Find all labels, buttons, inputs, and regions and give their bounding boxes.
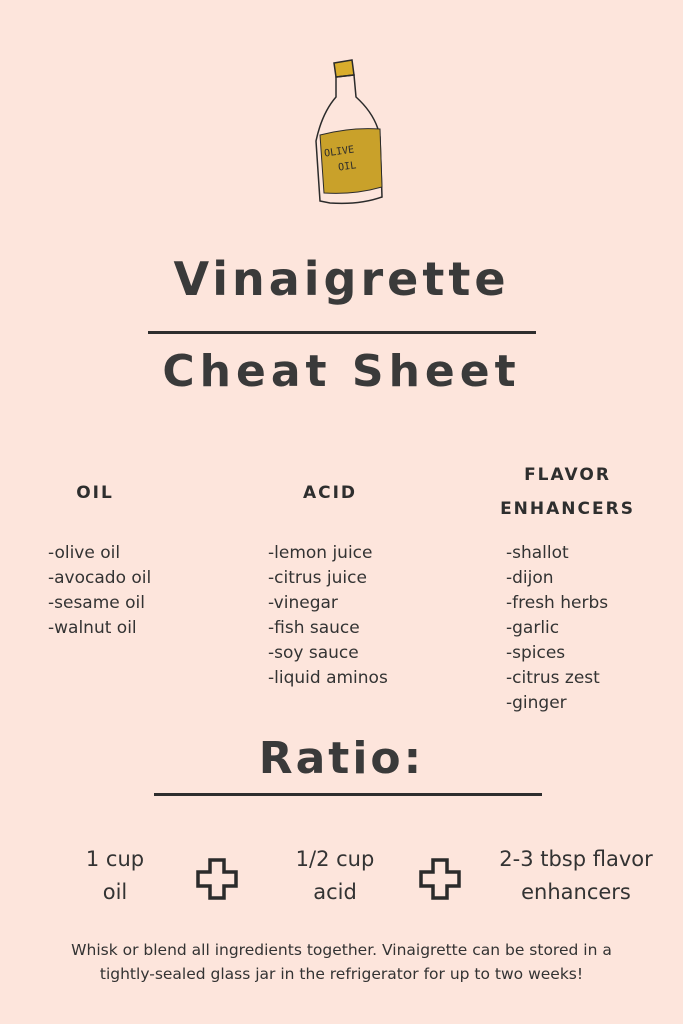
- ratio-part-flavor: [478, 843, 674, 909]
- list-item: -ginger: [506, 693, 567, 713]
- flavor-enhancers-list: [506, 541, 608, 716]
- list-item: -fresh herbs: [506, 593, 609, 613]
- ratio-part-acid: [270, 843, 400, 909]
- list-item: -soy sauce: [268, 643, 359, 663]
- column-heading-oil: OIL: [76, 483, 114, 503]
- ratio-title: Ratio:: [258, 733, 425, 784]
- list-item: -liquid aminos: [268, 668, 388, 688]
- column-heading-flavor-line2: ENHANCERS: [500, 499, 635, 519]
- instructions-note: Whisk or blend all ingredients together. Vinaigrette can be stored in a tightly-sealed glass jar in the refrigerator for up to two weeks!: [71, 941, 612, 983]
- list-item: -spices: [506, 643, 566, 663]
- list-item: -sesame oil: [48, 593, 145, 613]
- ratio-divider: [154, 793, 542, 796]
- list-item: -citrus zest: [506, 668, 600, 688]
- list-item: -shallot: [506, 543, 569, 563]
- page-subtitle: Cheat Sheet: [162, 346, 521, 397]
- ratio-part-oil: [60, 843, 170, 909]
- bottle-label-line1: OLIVE: [323, 144, 355, 160]
- list-item: -walnut oil: [48, 618, 137, 638]
- column-heading-flavor-line1: FLAVOR: [524, 465, 611, 485]
- list-item: -citrus juice: [268, 568, 367, 588]
- page-title: Vinaigrette: [173, 252, 510, 306]
- title-divider: [148, 331, 536, 334]
- ratio-part-label: enhancers: [521, 880, 631, 904]
- ratio-part-amount: 1 cup: [85, 847, 145, 871]
- plus-icon: [418, 857, 462, 901]
- ratio-part-label: oil: [102, 880, 128, 904]
- column-heading-acid: ACID: [302, 483, 358, 503]
- ratio-part-amount: 1/2 cup: [295, 847, 375, 871]
- list-item: -vinegar: [268, 593, 338, 613]
- column-heading-flavor-enhancers: [480, 458, 655, 526]
- list-item: -avocado oil: [48, 568, 152, 588]
- oil-list: [48, 541, 151, 641]
- ratio-part-amount: 2-3 tbsp flavor: [499, 847, 653, 871]
- list-item: -fish sauce: [268, 618, 360, 638]
- plus-icon: [195, 857, 239, 901]
- list-item: -lemon juice: [268, 543, 373, 563]
- list-item: -dijon: [506, 568, 554, 588]
- acid-list: [268, 541, 388, 691]
- ratio-part-label: acid: [313, 880, 357, 904]
- list-item: -garlic: [506, 618, 560, 638]
- bottle-label-line2: OIL: [337, 160, 357, 174]
- list-item: -olive oil: [48, 543, 121, 563]
- olive-oil-bottle-icon: [300, 55, 400, 215]
